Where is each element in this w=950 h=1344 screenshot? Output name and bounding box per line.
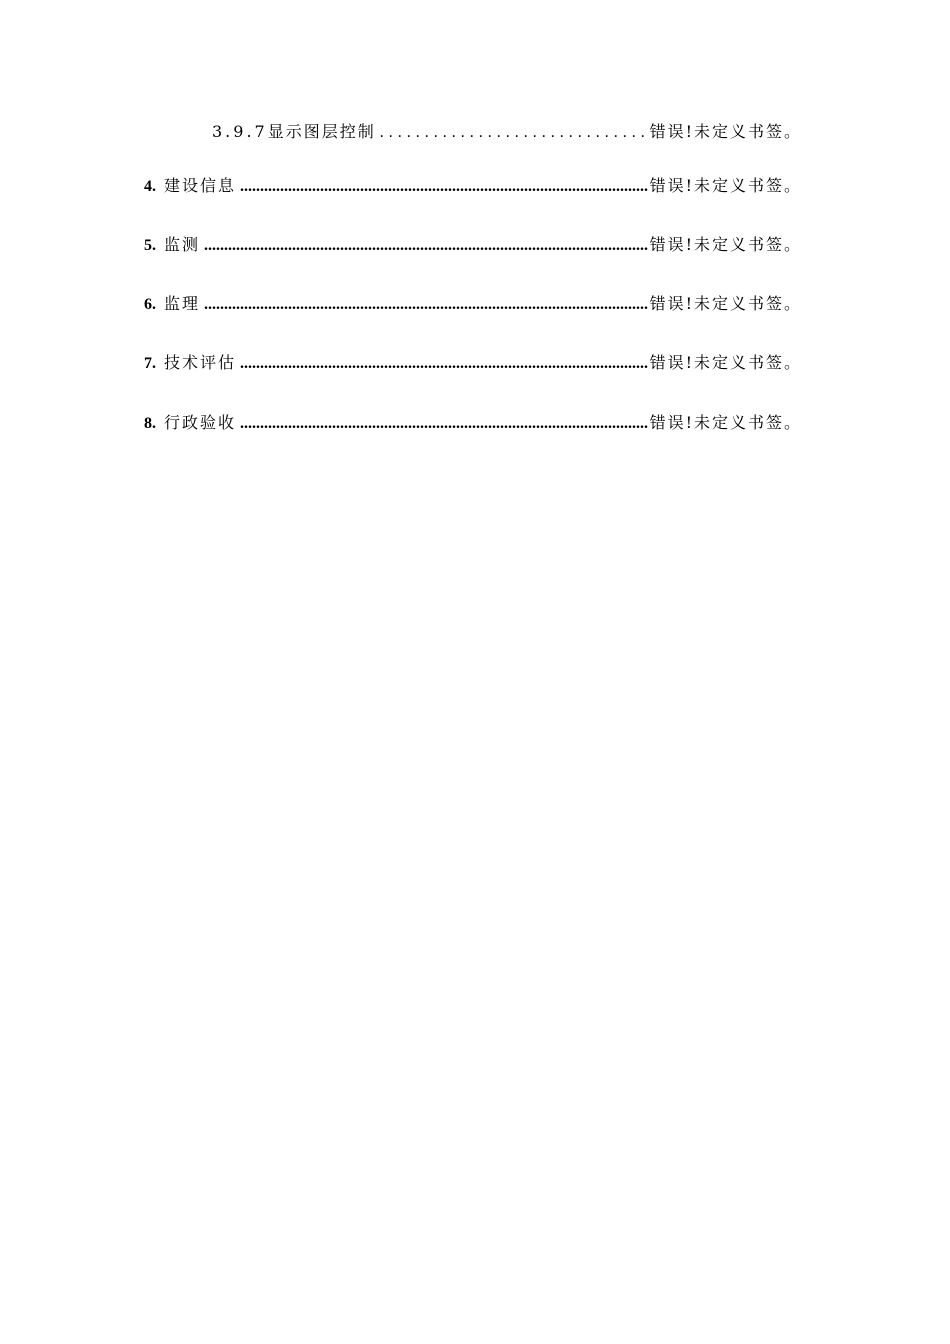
toc-entry-title: 监测 <box>164 235 201 254</box>
toc-dot-leader <box>380 124 648 142</box>
toc-entry-6[interactable] <box>144 291 802 317</box>
toc-entry-title: 技术评估 <box>164 353 237 372</box>
toc-entry-number: 3.9.7 <box>212 122 268 141</box>
toc-entry-3-9-7[interactable] <box>212 119 802 145</box>
toc-entry-number: 5. <box>144 237 156 254</box>
toc-entry-5[interactable] <box>144 232 802 258</box>
toc-entry-page-ref: 错误!未定义书签。 <box>649 176 802 195</box>
toc-dot-leader <box>240 415 648 433</box>
toc-dot-leader <box>204 237 648 255</box>
toc-entry-title: 建设信息 <box>164 176 237 195</box>
toc-entry-page-ref: 错误!未定义书签。 <box>649 413 802 432</box>
toc-entry-title: 显示图层控制 <box>267 122 376 141</box>
toc-dot-leader <box>204 296 648 314</box>
toc-entry-title: 监理 <box>164 294 201 313</box>
toc-entry-page-ref: 错误!未定义书签。 <box>649 122 802 141</box>
toc-dot-leader <box>240 178 648 196</box>
toc-entry-4[interactable] <box>144 173 802 199</box>
toc-entry-number: 8. <box>144 415 156 432</box>
toc-entry-number: 6. <box>144 296 156 313</box>
toc-entry-page-ref: 错误!未定义书签。 <box>649 294 802 313</box>
toc-entry-8[interactable] <box>144 410 802 436</box>
toc-entry-page-ref: 错误!未定义书签。 <box>649 353 802 372</box>
toc-entry-number: 7. <box>144 355 156 372</box>
toc-entry-7[interactable] <box>144 350 802 376</box>
toc-entry-page-ref: 错误!未定义书签。 <box>649 235 802 254</box>
toc-dot-leader <box>240 355 648 373</box>
toc-entry-title: 行政验收 <box>164 413 237 432</box>
toc-entry-number: 4. <box>144 178 156 195</box>
